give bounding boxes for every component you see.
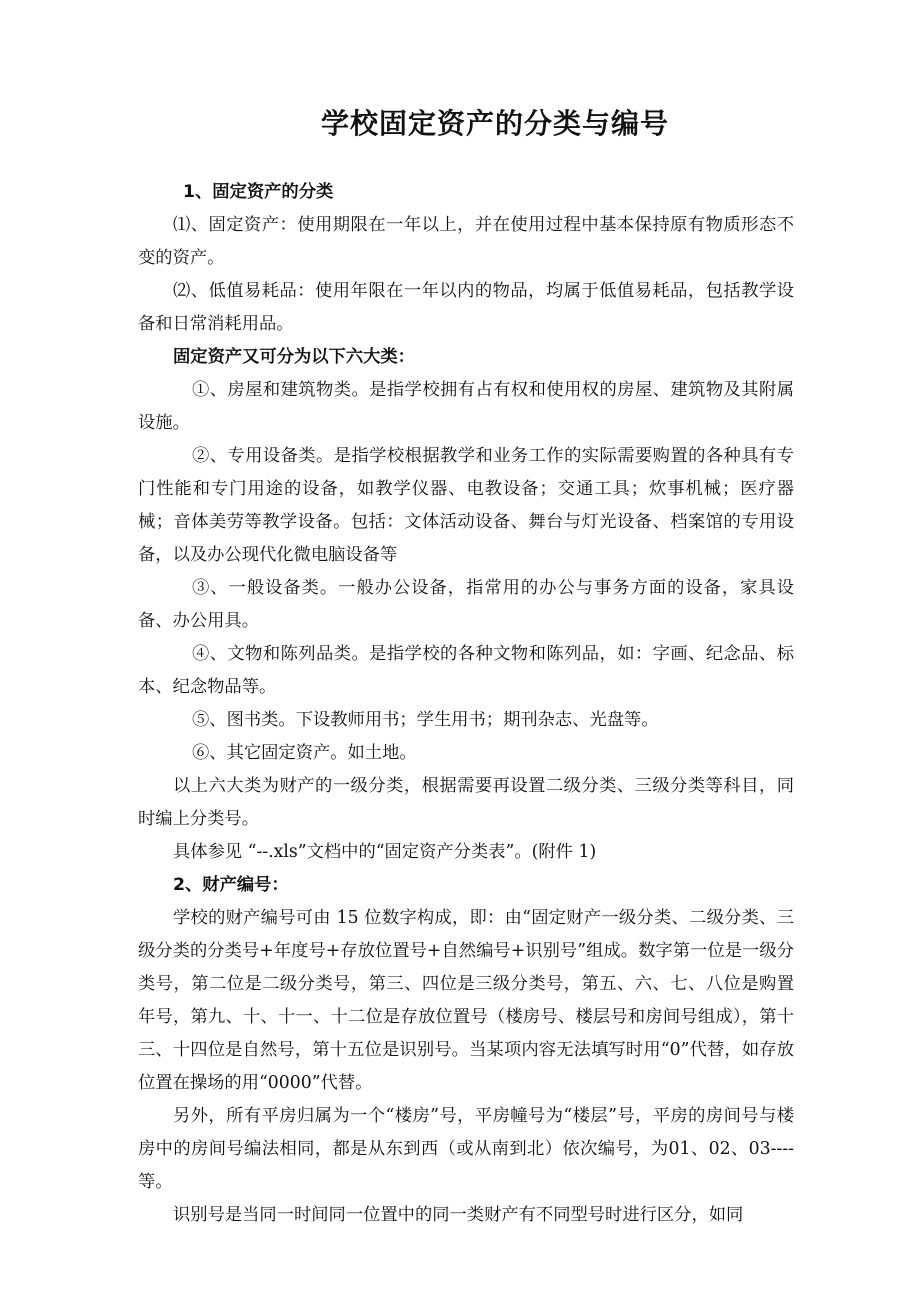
paragraph-identifier-number: 识别号是当同一时间同一位置中的同一类财产有不同型号时进行区分，如同 bbox=[173, 1205, 744, 1225]
subheading-six-categories: 固定资产又可分为以下六大类： bbox=[173, 347, 415, 367]
section-heading-numbering: 2、财产编号： bbox=[173, 875, 289, 895]
category-item-2: ②、专用设备类。是指学校根据教学和业务工作的实际需要购置的各种具有专门性能和专门用途的设备，如教学仪器、电教设备；交通工具；炊事机械；医疗器械；音体美劳等教学设备。包括：文体活动设备、舞台与灯光设备、档案馆的专用设备，以及办公现代化微电脑设备等 bbox=[138, 446, 794, 565]
document-title: 学校固定资产的分类与编号 bbox=[320, 107, 669, 140]
paragraph-level-classification: 以上六大类为财产的一级分类，根据需要再设置二级分类、三级分类等科目，同时编上分类号。 bbox=[138, 776, 794, 829]
paragraph-low-value-items: ⑵、低值易耗品：使用年限在一年以内的物品，均属于低值易耗品，包括教学设备和日常消耗用品。 bbox=[138, 281, 794, 334]
section-heading-classification: 1、固定资产的分类 bbox=[183, 182, 334, 202]
category-item-4: ④、文物和陈列品类。是指学校的各种文物和陈列品，如：字画、纪念品、标本、纪念物品等。 bbox=[138, 644, 794, 697]
paragraph-number-structure: 学校的财产编号可由 15 位数字构成，即：由“固定财产一级分类、二级分类、三级分类的分类号+年度号+存放位置号+自然编号+识别号”组成。数字第一位是一级分类号，第二位是二级分类号，第三、四位是三级分类号，第五、六、七、八位是购置年号，第九、十、十一、十二位是存放位置号（楼房号、楼层号和房间号组成），第十三、十四位是自然号，第十五位是识别号。当某项内容无法填写时用“0”代替，如存放位置在操场的用“0000”代替。 bbox=[138, 908, 794, 1093]
document-body bbox=[138, 176, 794, 1232]
category-item-1: ①、房屋和建筑物类。是指学校拥有占有权和使用权的房屋、建筑物及其附属设施。 bbox=[138, 380, 794, 433]
category-item-3: ③、一般设备类。一般办公设备，指常用的办公与事务方面的设备，家具设备、办公用具。 bbox=[138, 578, 794, 631]
paragraph-bungalow-numbering: 另外，所有平房归属为一个“楼房”号，平房幢号为“楼层”号，平房的房间号与楼房中的房间号编法相同，都是从东到西（或从南到北）依次编号，为01、02、03----等。 bbox=[138, 1106, 794, 1192]
category-item-5: ⑤、图书类。下设教师用书；学生用书；期刊杂志、光盘等。 bbox=[192, 710, 659, 730]
paragraph-fixed-assets-definition: ⑴、固定资产：使用期限在一年以上，并在使用过程中基本保持原有物质形态不变的资产。 bbox=[138, 215, 794, 268]
category-item-6: ⑥、其它固定资产。如土地。 bbox=[192, 743, 417, 763]
paragraph-attachment-reference: 具体参见 “--.xls”文档中的“固定资产分类表”。(附件 1) bbox=[173, 842, 597, 862]
